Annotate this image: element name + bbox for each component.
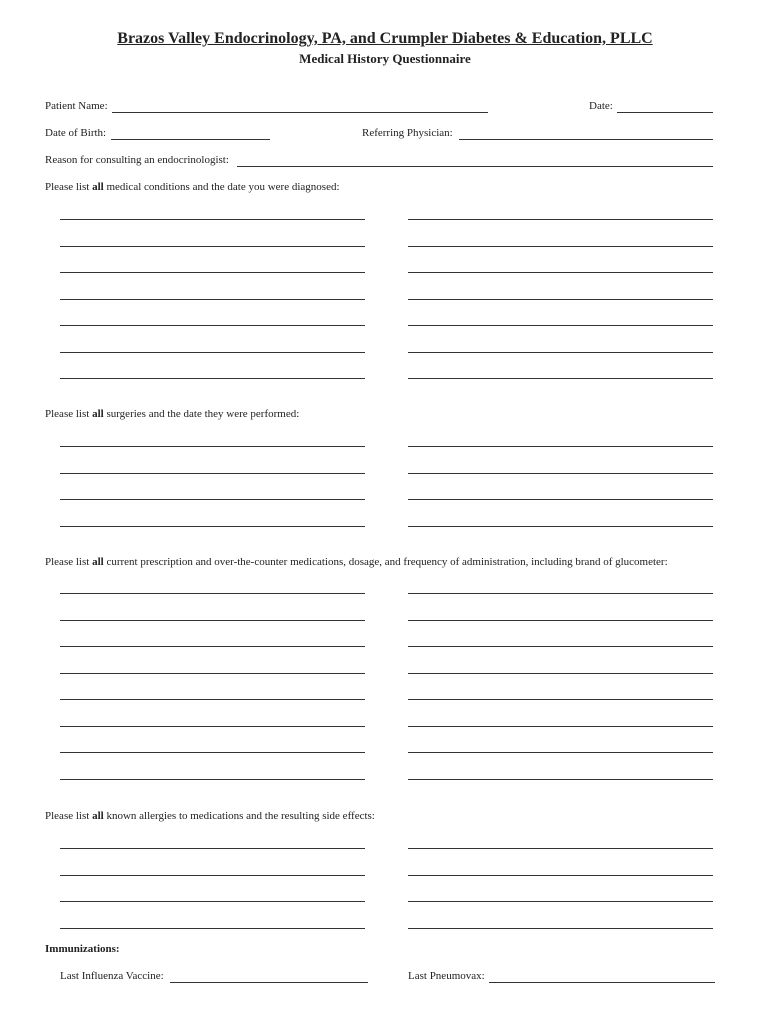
dob-field[interactable] bbox=[111, 139, 270, 140]
surgeries-answer-line-right-3[interactable] bbox=[408, 499, 713, 500]
conditions-answer-line-right-4[interactable] bbox=[408, 299, 713, 300]
surgeries-answer-line-right-4[interactable] bbox=[408, 526, 713, 527]
medications-prompt: Please list all current prescription and over-the-counter medications, dosage, and frequency of administration, including brand of glucometer: bbox=[45, 556, 668, 568]
surgeries-answer-line-right-1[interactable] bbox=[408, 446, 713, 447]
conditions-answer-line-left-7[interactable] bbox=[60, 378, 365, 379]
conditions-answer-line-left-2[interactable] bbox=[60, 246, 365, 247]
influenza-label: Last Influenza Vaccine: bbox=[60, 970, 164, 982]
medications-answer-line-right-3[interactable] bbox=[408, 646, 713, 647]
influenza-field[interactable] bbox=[170, 982, 368, 983]
medications-answer-line-left-6[interactable] bbox=[60, 726, 365, 727]
medications-answer-line-left-5[interactable] bbox=[60, 699, 365, 700]
patient-name-field[interactable] bbox=[112, 112, 488, 113]
reason-field[interactable] bbox=[237, 166, 713, 167]
conditions-answer-line-right-5[interactable] bbox=[408, 325, 713, 326]
medications-answer-line-left-8[interactable] bbox=[60, 779, 365, 780]
allergies-answer-line-right-2[interactable] bbox=[408, 875, 713, 876]
surgeries-answer-line-left-4[interactable] bbox=[60, 526, 365, 527]
medications-answer-line-left-7[interactable] bbox=[60, 752, 365, 753]
conditions-prompt: Please list all medical conditions and the date you were diagnosed: bbox=[45, 181, 340, 193]
medications-answer-line-right-8[interactable] bbox=[408, 779, 713, 780]
allergies-answer-line-left-1[interactable] bbox=[60, 848, 365, 849]
conditions-answer-line-left-3[interactable] bbox=[60, 272, 365, 273]
medications-answer-line-left-3[interactable] bbox=[60, 646, 365, 647]
medications-answer-line-left-2[interactable] bbox=[60, 620, 365, 621]
medications-answer-line-right-4[interactable] bbox=[408, 673, 713, 674]
conditions-answer-line-right-1[interactable] bbox=[408, 219, 713, 220]
date-field[interactable] bbox=[617, 112, 713, 113]
medications-answer-line-right-7[interactable] bbox=[408, 752, 713, 753]
medications-answer-line-right-6[interactable] bbox=[408, 726, 713, 727]
medications-answer-line-right-2[interactable] bbox=[408, 620, 713, 621]
allergies-answer-line-left-4[interactable] bbox=[60, 928, 365, 929]
medications-answer-line-left-1[interactable] bbox=[60, 593, 365, 594]
medications-answer-line-right-1[interactable] bbox=[408, 593, 713, 594]
conditions-answer-line-left-1[interactable] bbox=[60, 219, 365, 220]
date-label: Date: bbox=[589, 100, 613, 112]
surgeries-prompt: Please list all surgeries and the date they were performed: bbox=[45, 408, 300, 420]
pneumovax-field[interactable] bbox=[489, 982, 715, 983]
referring-physician-label: Referring Physician: bbox=[362, 127, 453, 139]
allergies-answer-line-right-1[interactable] bbox=[408, 848, 713, 849]
surgeries-answer-line-left-1[interactable] bbox=[60, 446, 365, 447]
allergies-answer-line-right-3[interactable] bbox=[408, 901, 713, 902]
dob-label: Date of Birth: bbox=[45, 127, 107, 139]
conditions-answer-line-right-7[interactable] bbox=[408, 378, 713, 379]
surgeries-answer-line-right-2[interactable] bbox=[408, 473, 713, 474]
conditions-answer-line-left-5[interactable] bbox=[60, 325, 365, 326]
pneumovax-label: Last Pneumovax: bbox=[408, 970, 485, 982]
surgeries-answer-line-left-3[interactable] bbox=[60, 499, 365, 500]
medications-answer-line-left-4[interactable] bbox=[60, 673, 365, 674]
conditions-answer-line-left-6[interactable] bbox=[60, 352, 365, 353]
patient-name-label: Patient Name: bbox=[45, 100, 108, 112]
form-title: Brazos Valley Endocrinology, PA, and Crumpler Diabetes & Education, PLLC bbox=[117, 30, 653, 47]
allergies-prompt: Please list all known allergies to medications and the resulting side effects: bbox=[45, 810, 375, 822]
conditions-answer-line-left-4[interactable] bbox=[60, 299, 365, 300]
medications-answer-line-right-5[interactable] bbox=[408, 699, 713, 700]
conditions-answer-line-right-2[interactable] bbox=[408, 246, 713, 247]
reason-label: Reason for consulting an endocrinologist: bbox=[45, 154, 229, 166]
allergies-answer-line-right-4[interactable] bbox=[408, 928, 713, 929]
allergies-answer-line-left-2[interactable] bbox=[60, 875, 365, 876]
conditions-answer-line-right-3[interactable] bbox=[408, 272, 713, 273]
allergies-answer-line-left-3[interactable] bbox=[60, 901, 365, 902]
referring-physician-field[interactable] bbox=[459, 139, 713, 140]
immunizations-heading: Immunizations: bbox=[45, 943, 120, 955]
conditions-answer-line-right-6[interactable] bbox=[408, 352, 713, 353]
surgeries-answer-line-left-2[interactable] bbox=[60, 473, 365, 474]
form-subtitle: Medical History Questionnaire bbox=[299, 51, 471, 66]
